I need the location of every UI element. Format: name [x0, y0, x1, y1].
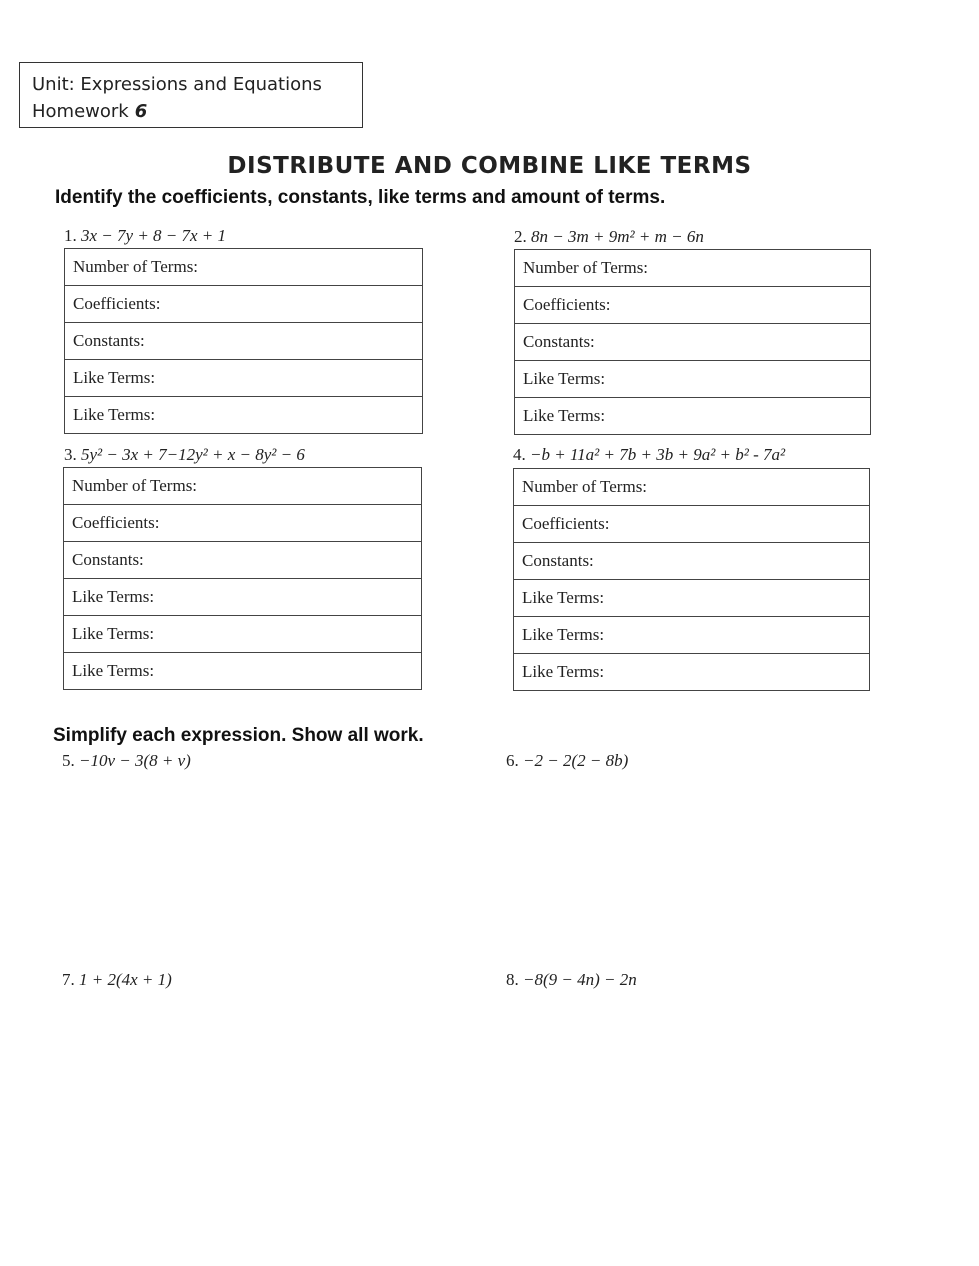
table-row — [515, 287, 871, 324]
problem-number: 4. — [513, 445, 526, 464]
number-of-terms-cell[interactable]: Number of Terms: — [514, 469, 870, 506]
like-terms-cell[interactable]: Like Terms: — [65, 360, 423, 397]
number-of-terms-cell[interactable]: Number of Terms: — [515, 250, 871, 287]
problem-2-table — [514, 249, 871, 435]
coefficients-cell[interactable]: Coefficients: — [65, 286, 423, 323]
like-terms-cell[interactable]: Like Terms: — [64, 616, 422, 653]
problem-number: 8. — [506, 970, 519, 989]
like-terms-cell[interactable]: Like Terms: — [64, 653, 422, 690]
problem-expression: 8n − 3m + 9m² + m − 6n — [531, 227, 704, 246]
homework-label: Homework — [32, 101, 129, 122]
like-terms-cell[interactable]: Like Terms: — [65, 397, 423, 434]
problem-1-table — [64, 248, 423, 434]
table-row — [515, 324, 871, 361]
section1-instruction: Identify the coefficients, constants, like terms and amount of terms. — [55, 187, 666, 208]
table-row — [514, 617, 870, 654]
section2-instruction: Simplify each expression. Show all work. — [53, 725, 424, 746]
table-row — [515, 398, 871, 435]
problem-number: 5. — [62, 751, 75, 770]
problem-number: 1. — [64, 226, 77, 245]
like-terms-cell[interactable]: Like Terms: — [515, 361, 871, 398]
like-terms-cell[interactable]: Like Terms: — [514, 617, 870, 654]
table-row — [64, 616, 422, 653]
table-row — [64, 653, 422, 690]
problem-number: 6. — [506, 751, 519, 770]
homework-number: 6 — [134, 101, 148, 122]
constants-cell[interactable]: Constants: — [64, 542, 422, 579]
constants-cell[interactable]: Constants: — [65, 323, 423, 360]
table-row — [514, 580, 870, 617]
table-row — [64, 579, 422, 616]
number-of-terms-cell[interactable]: Number of Terms: — [65, 249, 423, 286]
problem-expression: 3x − 7y + 8 − 7x + 1 — [81, 226, 227, 245]
problem-number: 2. — [514, 227, 527, 246]
table-row — [514, 469, 870, 506]
page-title: DISTRIBUTE AND COMBINE LIKE TERMS — [227, 153, 752, 179]
like-terms-cell[interactable]: Like Terms: — [514, 580, 870, 617]
problem-8-label — [506, 970, 637, 990]
problem-1-label — [64, 226, 226, 246]
problem-expression: −2 − 2(2 − 8b) — [523, 751, 629, 770]
problem-2-label — [514, 227, 704, 247]
problem-3-table — [63, 467, 422, 690]
problem-4-table — [513, 468, 870, 691]
table-row — [64, 542, 422, 579]
table-row — [65, 249, 423, 286]
problem-3-label — [64, 445, 305, 465]
table-row — [65, 360, 423, 397]
problem-number: 7. — [62, 970, 75, 989]
coefficients-cell[interactable]: Coefficients: — [514, 506, 870, 543]
problem-number: 3. — [64, 445, 77, 464]
problem-4-label — [513, 445, 785, 465]
problem-expression: 1 + 2(4x + 1) — [79, 970, 172, 989]
problem-6-label — [506, 751, 628, 771]
table-row — [514, 654, 870, 691]
table-row — [65, 397, 423, 434]
table-row — [65, 323, 423, 360]
unit-header-box — [19, 62, 363, 128]
like-terms-cell[interactable]: Like Terms: — [64, 579, 422, 616]
problem-expression: 5y² − 3x + 7−12y² + x − 8y² − 6 — [81, 445, 305, 464]
constants-cell[interactable]: Constants: — [515, 324, 871, 361]
problem-expression: −10v − 3(8 + v) — [79, 751, 191, 770]
coefficients-cell[interactable]: Coefficients: — [64, 505, 422, 542]
problem-5-label — [62, 751, 191, 771]
table-row — [64, 468, 422, 505]
homework-line — [32, 98, 350, 125]
number-of-terms-cell[interactable]: Number of Terms: — [64, 468, 422, 505]
coefficients-cell[interactable]: Coefficients: — [515, 287, 871, 324]
problem-expression: −b + 11a² + 7b + 3b + 9a² + b² - 7a² — [530, 445, 786, 464]
unit-title: Unit: Expressions and Equations — [32, 74, 322, 95]
like-terms-cell[interactable]: Like Terms: — [515, 398, 871, 435]
table-row — [65, 286, 423, 323]
table-row — [515, 361, 871, 398]
table-row — [514, 543, 870, 580]
problem-7-label — [62, 970, 172, 990]
constants-cell[interactable]: Constants: — [514, 543, 870, 580]
like-terms-cell[interactable]: Like Terms: — [514, 654, 870, 691]
table-row — [514, 506, 870, 543]
table-row — [64, 505, 422, 542]
problem-expression: −8(9 − 4n) − 2n — [523, 970, 637, 989]
table-row — [515, 250, 871, 287]
